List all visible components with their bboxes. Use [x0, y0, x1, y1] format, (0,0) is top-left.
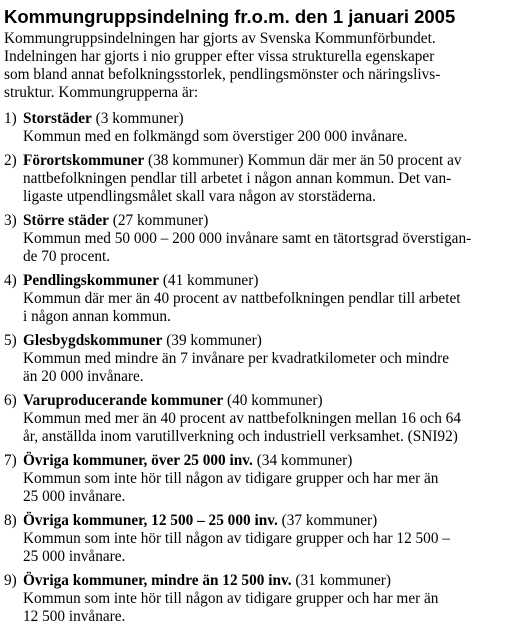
- group-heading: [23, 272, 504, 290]
- group-number: 6): [4, 392, 17, 409]
- group-name: Glesbygdskommuner: [23, 332, 163, 349]
- group-item: [4, 512, 504, 566]
- group-count: (39 kommuner): [162, 332, 262, 349]
- group-item: [4, 332, 504, 386]
- group-name: Större städer: [23, 212, 109, 229]
- intro-line: struktur. Kommungrupperna är:: [4, 84, 199, 101]
- group-number: 3): [4, 212, 17, 229]
- group-description-line: Kommun som inte hör till någon av tidigare grupper och har mer än: [23, 590, 439, 607]
- group-item: [4, 272, 504, 326]
- group-heading: [23, 152, 504, 170]
- group-description-line: ligaste utpendlingsmålet skall vara någon av storstäderna.: [23, 188, 377, 205]
- group-heading: [23, 512, 504, 530]
- group-item: [4, 152, 504, 206]
- group-description-line: Kommun med en folkmängd som överstiger 200 000 invånare.: [23, 128, 408, 145]
- group-count: (27 kommuner): [108, 212, 209, 229]
- group-number: 5): [4, 332, 17, 349]
- group-item: [4, 452, 504, 506]
- group-description-line: de 70 procent.: [23, 248, 111, 265]
- group-name: Övriga kommuner, över 25 000 inv.: [23, 452, 253, 469]
- intro-paragraph: [4, 30, 504, 102]
- group-number: 1): [4, 110, 17, 127]
- group-heading: [23, 332, 504, 350]
- group-count: (3 kommuner): [91, 110, 184, 127]
- intro-line: som bland annat befolkningsstorlek, pendlingsmönster och näringslivs-: [4, 66, 441, 83]
- group-name: Förortskommuner: [23, 152, 145, 169]
- group-heading: [23, 110, 504, 128]
- intro-line: Indelningen har gjorts i nio grupper efter vissa strukturella egenskaper: [4, 48, 435, 65]
- group-item: [4, 572, 504, 626]
- group-description-line: 25 000 invånare.: [23, 548, 126, 565]
- group-count: (37 kommuner): [277, 512, 378, 529]
- group-heading: [23, 452, 504, 470]
- group-number: 7): [4, 452, 17, 469]
- group-description-line: nattbefolkningen pendlar till arbetet i någon annan kommun. Det van-: [23, 170, 452, 187]
- group-count: (31 kommuner): [291, 572, 391, 589]
- group-item: [4, 212, 504, 266]
- group-description-line: Kommun som inte hör till någon av tidigare grupper och har mer än: [23, 470, 439, 487]
- group-number: 8): [4, 512, 17, 529]
- group-description-line: Kommun som inte hör till någon av tidigare grupper och har 12 500 –: [23, 530, 450, 547]
- group-name: Övriga kommuner, mindre än 12 500 inv.: [23, 572, 292, 589]
- intro-line: Kommungruppsindelningen har gjorts av Svenska Kommunförbundet.: [4, 30, 436, 47]
- group-count: (41 kommuner): [159, 272, 259, 289]
- group-description-line: i någon annan kommun.: [23, 308, 171, 325]
- group-count: (40 kommuner): [223, 392, 323, 409]
- group-description-line: än 20 000 invånare.: [23, 368, 144, 385]
- group-heading: [23, 212, 504, 230]
- group-description-line: 25 000 invånare.: [23, 488, 126, 505]
- group-description-line: Kommun med 50 000 – 200 000 invånare samt en tätortsgrad överstigan-: [23, 230, 472, 247]
- group-number: 2): [4, 152, 17, 169]
- group-description-line: Kommun där mer än 40 procent av nattbefolkningen pendlar till arbetet: [23, 290, 461, 307]
- group-count: (34 kommuner): [252, 452, 353, 469]
- group-list: [4, 110, 504, 626]
- page-title: Kommungruppsindelning fr.o.m. den 1 januari 2005: [4, 6, 456, 27]
- group-description-line: Kommun med mer än 40 procent av nattbefolkningen mellan 16 och 64: [23, 410, 461, 427]
- group-item: [4, 392, 504, 446]
- group-description-line: Kommun med mindre än 7 invånare per kvadratkilometer och mindre: [23, 350, 450, 367]
- group-count: (38 kommuner) Kommun där mer än 50 procent av: [144, 152, 462, 169]
- group-name: Varuproducerande kommuner: [23, 392, 224, 409]
- group-name: Pendlingskommuner: [23, 272, 159, 289]
- group-name: Övriga kommuner, 12 500 – 25 000 inv.: [23, 512, 278, 529]
- group-number: 9): [4, 572, 17, 589]
- group-number: 4): [4, 272, 17, 289]
- group-heading: [23, 572, 504, 590]
- group-heading: [23, 392, 504, 410]
- group-item: [4, 110, 504, 146]
- group-description-line: år, anställda inom varutillverkning och industriell verksamhet. (SNI92): [23, 428, 458, 445]
- group-description-line: 12 500 invånare.: [23, 608, 126, 625]
- group-name: Storstäder: [23, 110, 92, 127]
- document-page: [4, 6, 504, 632]
